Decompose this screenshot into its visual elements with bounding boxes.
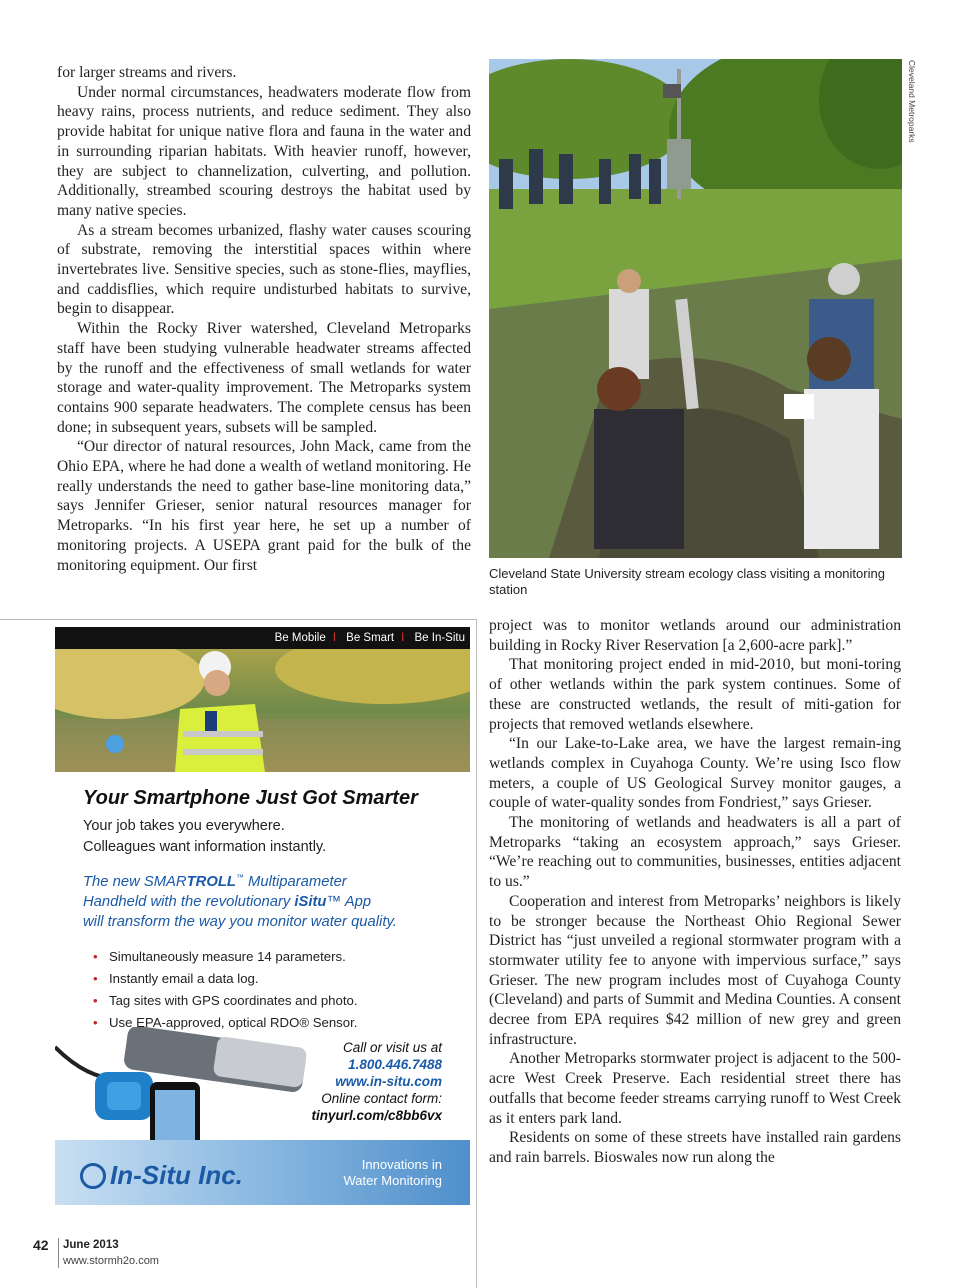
article-paragraph: Another Metroparks stormwater project is adjacent to the 500-acre West Creek Preserve. Each residential street there has outfalls that become feeder streams carrying runoff to West Creek as it enters park land. — [489, 1050, 901, 1127]
ad-phone-link[interactable]: 1.800.446.7488 — [348, 1057, 442, 1072]
article-paragraph: Residents on some of these streets have installed rain gardens and rain barrels. Bioswales now run along the — [489, 1129, 901, 1166]
ad-pitch-app: iSitu — [294, 893, 327, 910]
stream-class-photo — [489, 59, 902, 558]
article-paragraph: As a stream becomes urbanized, flashy water causes scouring of substrate, removing the interstitial spaces within where invertebrates live. Sensitive species, such as stone-flies, mayflies, and caddisflies, which require undisturbed habitats to survive, begin to disappear. — [57, 221, 471, 318]
ad-pitch-text: Handheld with the revolutionary — [83, 893, 295, 910]
ad-smartroll-device-illustration — [55, 1027, 315, 1157]
ad-website-link[interactable]: www.in-situ.com — [335, 1074, 442, 1089]
ad-contact-block — [311, 1039, 442, 1124]
ad-top-separator: I — [332, 632, 336, 644]
ad-top-separator: I — [401, 632, 405, 644]
ad-pitch-product: TROLL — [186, 873, 236, 890]
in-situ-logo — [80, 1160, 243, 1191]
photo-caption: Cleveland State University stream ecology class visiting a monitoring station — [489, 566, 885, 597]
ad-pitch-text: The new SMAR — [83, 873, 187, 890]
ad-top-link-insitu: Be In-Situ — [414, 632, 465, 644]
article-paragraph: Cooperation and interest from Metroparks’ neighbors is likely to be stronger because the Northeast Ohio Regional Sewer District has “just unveiled a regional stormwater program with a stormwater utility fee to anyone with impervious surface,” says Grieser. The new program includes most of Cuyahoga County (Cleveland) and parts of Summit and Medina Counties. A consent decree from EPA requires $42 million of new grey and green infrastructure. — [489, 892, 901, 1048]
ad-feature-item: • Use EPA-approved, optical RDO® Sensor. — [83, 1012, 463, 1034]
ad-pitch — [83, 868, 463, 932]
photo-credit: Cleveland Metroparks — [907, 60, 917, 143]
ad-contact-line: Call or visit us at — [342, 1040, 442, 1055]
page-number: 42 — [33, 1237, 49, 1253]
ad-logo-text: In-Situ Inc. — [110, 1160, 243, 1190]
ad-feature-item: • Instantly email a data log. — [83, 968, 463, 990]
ad-feature-item: • Tag sites with GPS coordinates and photo. — [83, 990, 463, 1012]
ad-worker-photo — [55, 649, 470, 772]
site-url[interactable]: www.stormh2o.com — [63, 1255, 159, 1267]
article-paragraph: project was to monitor wetlands around our administration building in Rocky River Reservation [a 2,600-acre park].” — [489, 617, 901, 654]
ad-divider-vertical — [476, 619, 477, 1288]
ad-top-bar — [55, 627, 470, 649]
ad-sub-line-2: Colleagues want information instantly. — [83, 839, 327, 855]
ad-pitch-text: ™ App — [326, 893, 372, 910]
article-paragraph: Within the Rocky River watershed, Cleveland Metroparks staff have been studying vulnerable headwater streams affected by the runoff and the effectiveness of small wetlands for water storage and water-quality improvement. The Metroparks system contains 900 separate headwaters. The complete census has been done; in subsequent years, subsets will be sampled. — [57, 320, 471, 436]
ad-pitch-text: Multiparameter — [243, 873, 347, 890]
ad-top-link-smart: Be Smart — [346, 632, 395, 644]
ad-tagline-line: Water Monitoring — [343, 1173, 442, 1188]
ad-logo-bar — [55, 1140, 470, 1205]
ad-headline: Your Smartphone Just Got Smarter — [83, 787, 418, 809]
ad-divider-horizontal — [0, 619, 477, 620]
ad-form-line: Online contact form: — [321, 1091, 442, 1106]
ad-form-link[interactable]: tinyurl.com/c8bb6vx — [311, 1108, 442, 1123]
ad-top-link-mobile: Be Mobile — [274, 632, 326, 644]
issue-date: June 2013 — [63, 1239, 119, 1251]
footer-divider — [58, 1238, 59, 1268]
ad-body — [83, 787, 463, 1034]
article-paragraph: “In our Lake-to-Lake area, we have the largest remain-ing wetlands complex in Cuyahoga County. We’re using Isco flow meters, a couple of US Geological Survey monitor gauges, a couple of water-quality sondes from Fondriest,” says Grieser. — [489, 735, 901, 812]
ad-pitch-tm: ™ — [235, 873, 244, 882]
article-paragraph: The monitoring of wetlands and headwaters is all a part of Metroparks “taking an ecosystem approach,” says Grieser. “We’re reaching out to communities, businesses, entities adjacent to us.” — [489, 814, 901, 891]
article-column-right — [489, 616, 901, 1168]
ad-feature-item: • Simultaneously measure 14 parameters. — [83, 946, 463, 968]
in-situ-advertisement[interactable] — [55, 627, 470, 1205]
article-paragraph: Under normal circumstances, headwaters moderate flow from heavy rains, process nutrients, and reduce sediment. They also provide habitat for unique native flora and fauna in the water and in surrounding riparian habitats. With heavier runoff, however, they are subject to channelization, culverting, and pollution. Additionally, streambed scouring destroys the habitat used by many native species. — [57, 83, 471, 219]
ad-feature-list — [83, 946, 463, 1034]
globe-icon — [80, 1163, 106, 1189]
ad-pitch-text: will transform the way you monitor water quality. — [83, 913, 397, 930]
ad-tagline — [344, 1157, 443, 1189]
ad-tagline-line: Innovations in — [361, 1157, 442, 1172]
article-column-left — [57, 63, 471, 575]
article-paragraph: “Our director of natural resources, John Mack, came from the Ohio EPA, where he had done a wealth of wetland monitoring. He really understands the need to gather base-line monitoring data,” says Jennifer Grieser, senior natural resources manager for Metroparks. “In his first year here, he set up a number of monitoring projects. A USEPA grant paid for the bulk of the monitoring equipment. Our first — [57, 438, 471, 574]
article-paragraph: for larger streams and rivers. — [57, 64, 237, 81]
ad-subheading — [83, 816, 463, 858]
article-paragraph: That monitoring project ended in mid-2010, but moni-toring of other wetlands within the park system continues. Some of these are constructed wetlands, the result of miti-gation for projects that removed wetlands elsewhere. — [489, 656, 901, 733]
ad-sub-line-1: Your job takes you everywhere. — [83, 818, 285, 834]
